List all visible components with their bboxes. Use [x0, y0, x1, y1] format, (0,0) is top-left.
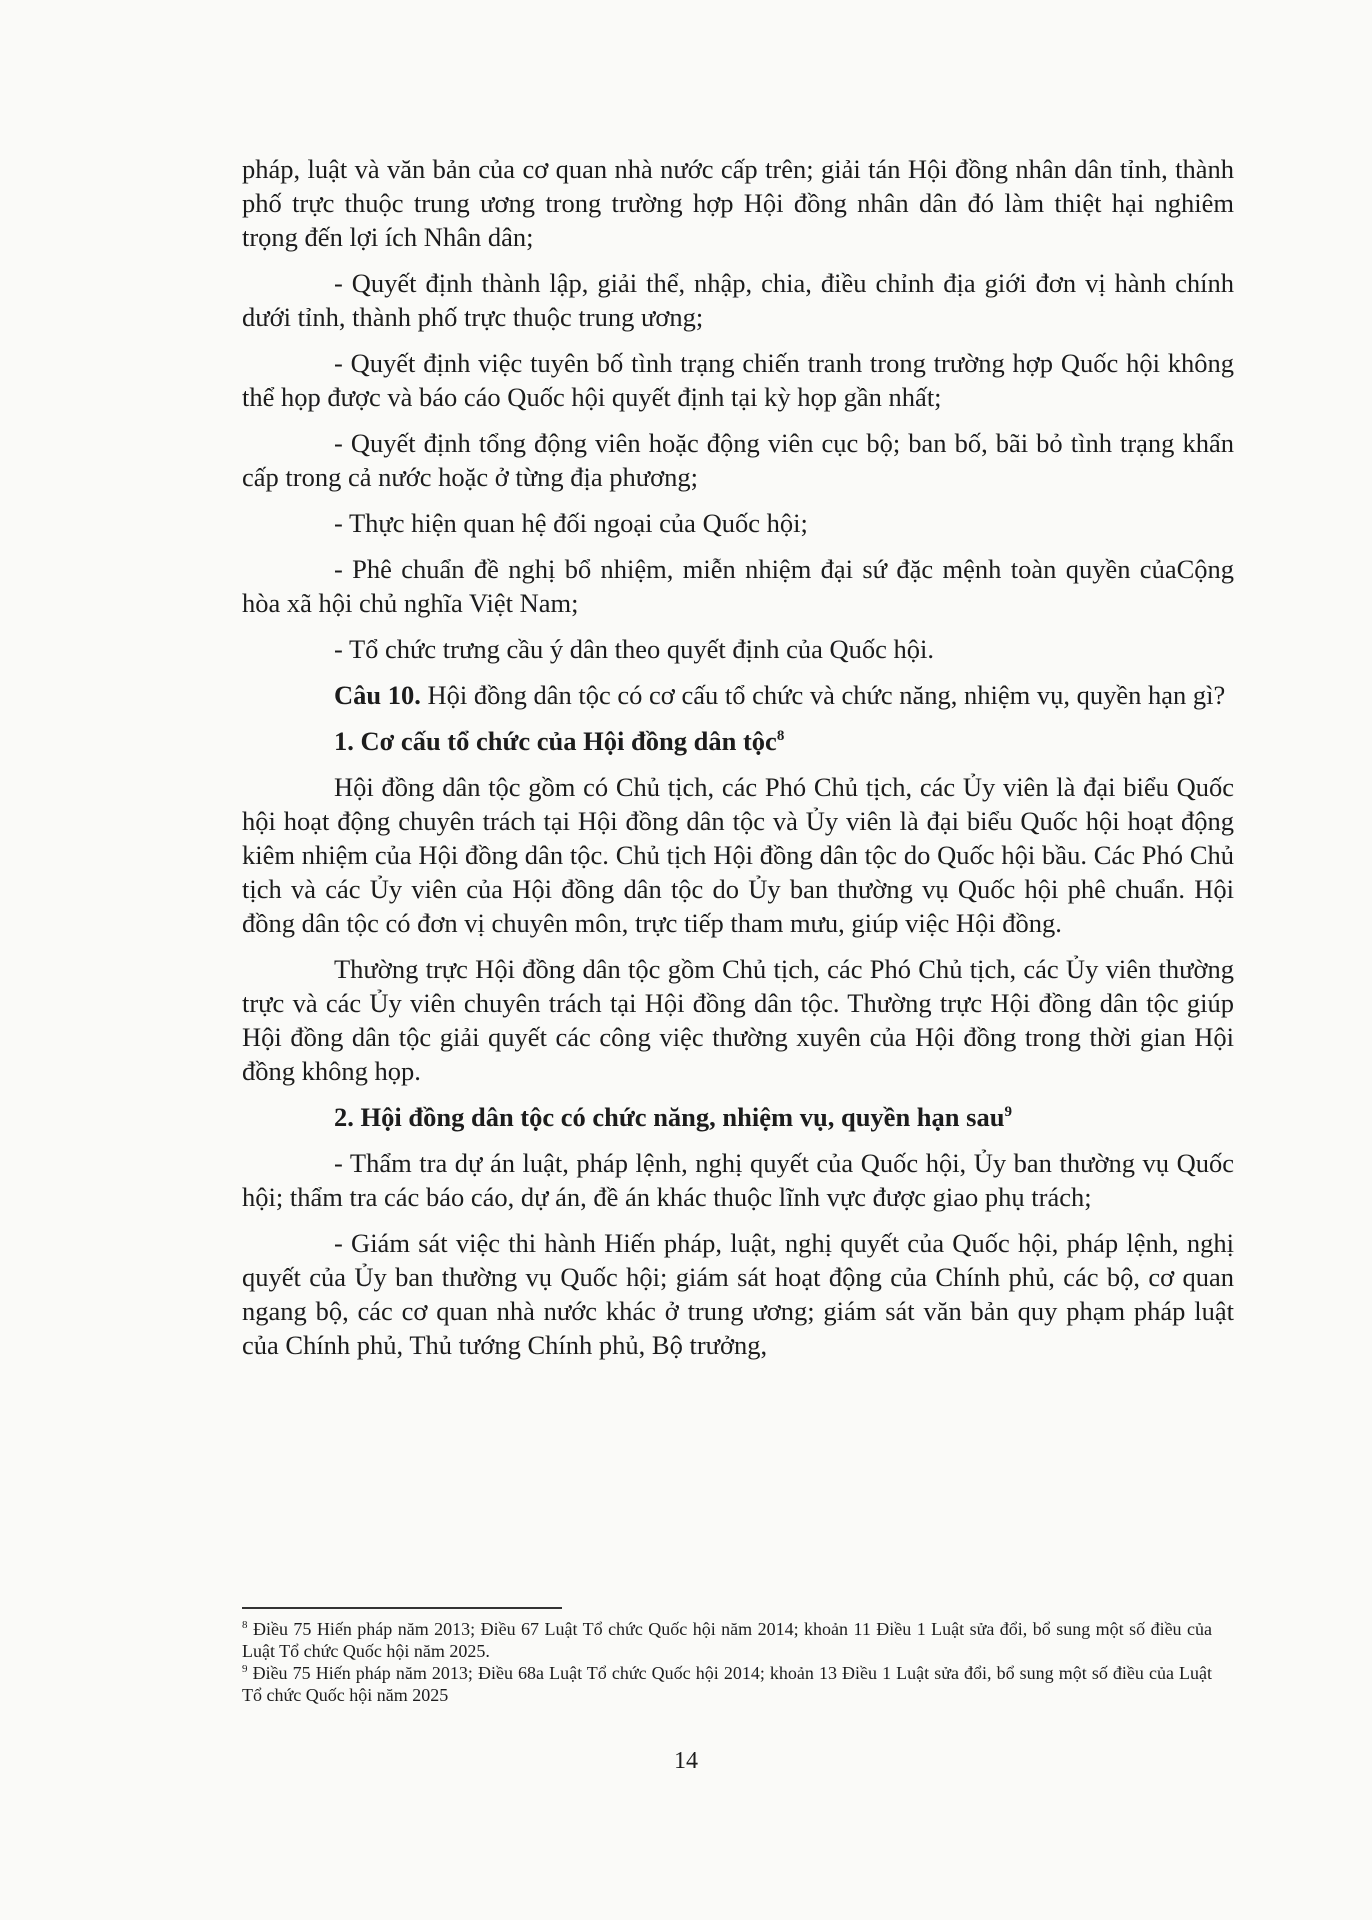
footnote-ref-8[interactable]: 8 [776, 728, 785, 745]
footnote-ref-9[interactable]: 9 [1004, 1104, 1012, 1121]
list-item: - Quyết định thành lập, giải thể, nhập, chia, điều chỉnh địa giới đơn vị hành chính dưới tỉnh, thành phố trực thuộc trung ương; [242, 268, 1234, 332]
paragraph: Hội đồng dân tộc gồm có Chủ tịch, các Phó Chủ tịch, các Ủy viên là đại biểu Quốc hội hoạt động chuyên trách tại Hội đồng dân tộc và Ủy viên là đại biểu Quốc hội hoạt động kiêm nhiệm của Hội đồng dân tộc. Chủ tịch Hội đồng dân tộc do Quốc hội bầu. Các Phó Chủ tịch và các Ủy viên của Hội đồng dân tộc do Ủy ban thường vụ Quốc hội phê chuẩn. Hội đồng dân tộc có đơn vị chuyên môn, trực tiếp tham mưu, giúp việc Hội đồng. [242, 772, 1234, 938]
body-text [242, 152, 1234, 1374]
list-item: - Giám sát việc thi hành Hiến pháp, luật, nghị quyết của Quốc hội, pháp lệnh, nghị quyết của Ủy ban thường vụ Quốc hội; giám sát hoạt động của Chính phủ, các bộ, cơ quan ngang bộ, các cơ quan nhà nước khác ở trung ương; giám sát văn bản quy phạm pháp luật của Chính phủ, Thủ tướng Chính phủ, Bộ trưởng, [242, 1228, 1234, 1360]
question-10 [242, 678, 1234, 712]
footnote-mark: 9 [242, 1663, 248, 1675]
footnotes [242, 1618, 1212, 1706]
list-item: - Quyết định việc tuyên bố tình trạng chiến tranh trong trường hợp Quốc hội không thể họp được và báo cáo Quốc hội quyết định tại kỳ họp gần nhất; [242, 348, 1234, 412]
paragraph: Thường trực Hội đồng dân tộc gồm Chủ tịch, các Phó Chủ tịch, các Ủy viên thường trực và các Ủy viên chuyên trách tại Hội đồng dân tộc. Thường trực Hội đồng dân tộc giúp Hội đồng dân tộc giải quyết các công việc thường xuyên của Hội đồng trong thời gian Hội đồng không họp. [242, 954, 1234, 1086]
list-item: - Quyết định tổng động viên hoặc động viên cục bộ; ban bố, bãi bỏ tình trạng khẩn cấp trong cả nước hoặc ở từng địa phương; [242, 428, 1234, 492]
question-text: Hội đồng dân tộc có cơ cấu tổ chức và chức năng, nhiệm vụ, quyền hạn gì? [420, 680, 1226, 710]
paragraph-continued: pháp, luật và văn bản của cơ quan nhà nước cấp trên; giải tán Hội đồng nhân dân tỉnh, thành phố trực thuộc trung ương trong trường hợp Hội đồng nhân dân đó làm thiệt hại nghiêm trọng đến lợi ích Nhân dân; [242, 154, 1234, 252]
page-number: 14 [674, 1748, 698, 1774]
footnote-divider [242, 1607, 562, 1609]
footnote-mark: 8 [242, 1619, 248, 1631]
section-1-heading: 1. Cơ cấu tổ chức của Hội đồng dân tộc$^8$ [334, 726, 785, 756]
list-item: - Tổ chức trưng cầu ý dân theo quyết định của Quốc hội. [334, 634, 935, 664]
list-item: - Thực hiện quan hệ đối ngoại của Quốc hội; [334, 508, 808, 538]
list-item: - Phê chuẩn đề nghị bổ nhiệm, miễn nhiệm đại sứ đặc mệnh toàn quyền củaCộng hòa xã hội chủ nghĩa Việt Nam; [242, 554, 1234, 618]
footnote-8: $^8$ Điều 75 Hiến pháp năm 2013; Điều 67 Luật Tổ chức Quốc hội năm 2014; khoản 11 Điều 1 Luật sửa đổi, bổ sung một số điều của Luật Tổ chức Quốc hội năm 2025. [242, 1619, 1212, 1661]
question-label: Câu 10. [334, 680, 421, 710]
list-item: - Thẩm tra dự án luật, pháp lệnh, nghị quyết của Quốc hội, Ủy ban thường vụ Quốc hội; thẩm tra các báo cáo, dự án, đề án khác thuộc lĩnh vực được giao phụ trách; [242, 1148, 1234, 1212]
footnote-9: $^9$ Điều 75 Hiến pháp năm 2013; Điều 68a Luật Tổ chức Quốc hội 2014; khoản 13 Điều 1 Luật sửa đổi, bổ sung một số điều của Luật Tổ chức Quốc hội năm 2025 [242, 1663, 1212, 1705]
section-2-heading: 2. Hội đồng dân tộc có chức năng, nhiệm vụ, quyền hạn sau$^9$ [334, 1102, 1012, 1132]
